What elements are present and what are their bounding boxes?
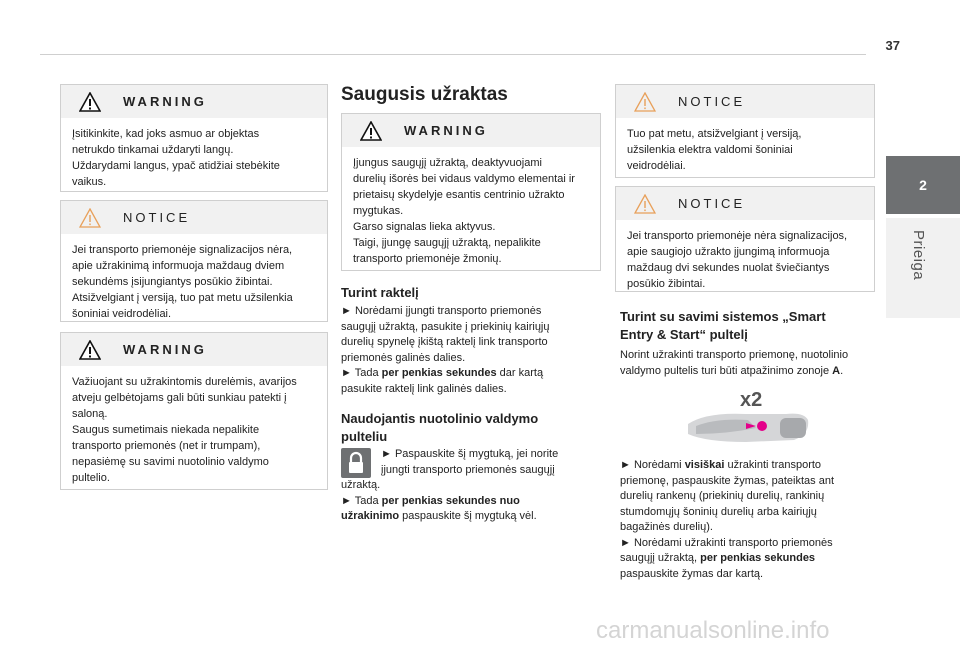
- text-line: durelių spynelę įkištą raktelį link transporto: [341, 336, 548, 348]
- top-divider: [40, 54, 866, 55]
- watermark: carmanualsonline.info: [596, 617, 830, 644]
- text-line: ► Norėdami užrakinti transporto priemonės: [620, 536, 833, 549]
- warning-header: [61, 333, 327, 366]
- notice-title: NOTICE: [678, 196, 746, 211]
- warning-line: durelių išorės bei vidaus valdymo elementai ir: [353, 173, 575, 185]
- text-line: bagažinės durelių).: [620, 521, 713, 533]
- warning-box-windows: [60, 84, 328, 192]
- notice-line: apie užrakinimą informuoja maždaug dviem: [72, 260, 285, 272]
- notice-triangle-icon: [634, 194, 656, 214]
- page-number: 37: [885, 38, 900, 53]
- text-line: valdymo pultelis turi būti atpažinimo zonoje A.: [620, 364, 844, 377]
- warning-line: Važiuojant su užrakintomis durelėmis, avarijos: [72, 376, 297, 388]
- warning-line: netrukdo tinkamai uždaryti langų.: [72, 144, 234, 156]
- text-line: ► Tada per penkias sekundes nuo: [341, 494, 520, 507]
- notice-header: [616, 187, 874, 220]
- notice-box-no-alarm: [615, 186, 875, 292]
- warning-line: transporto priemonėje žmonių.: [353, 253, 502, 265]
- heading-line: pulteliu: [341, 429, 388, 444]
- warning-title: WARNING: [404, 123, 488, 138]
- warning-title: WARNING: [123, 94, 207, 109]
- section-title: Saugusis užraktas: [341, 84, 508, 105]
- warning-line: mygtukas.: [353, 205, 404, 217]
- notice-line: Atsižvelgiant į versiją, tuo pat metu užsilenkia: [72, 292, 293, 304]
- smart-intro: [620, 348, 872, 379]
- notice-box-mirrors: [615, 84, 875, 178]
- notice-title: NOTICE: [678, 94, 746, 109]
- press-twice-label: x2: [740, 389, 763, 411]
- text-line: priemonės galinės dalies.: [341, 351, 466, 364]
- text-line: ► Norėdami įjungti transporto priemonės: [341, 305, 542, 317]
- text-line: stumdomųjų šoninių durelių arba kairiųjų: [620, 505, 817, 518]
- warning-triangle-icon: [79, 340, 101, 360]
- notice-line: Jei transporto priemonėje signalizacijos nėra,: [72, 244, 293, 256]
- warning-line: vaikus.: [72, 176, 107, 188]
- warning-header: [342, 114, 600, 147]
- text-line: priemonę, paspauskite žymas, pateiktas ant: [620, 474, 835, 487]
- warning-line: Įsitikinkite, kad joks asmuo ar objektas: [72, 128, 260, 140]
- chapter-tab-number[interactable]: 2: [886, 156, 960, 214]
- warning-box-locked-doors: [60, 332, 328, 490]
- warning-line: Garso signalas lieka aktyvus.: [353, 221, 496, 233]
- notice-line: šoniniai veidrodėliai.: [72, 308, 172, 320]
- notice-line: Jei transporto priemonėje nėra signalizacijos,: [627, 230, 848, 242]
- text-line: įjungti transporto priemonės saugųjį: [381, 463, 555, 476]
- notice-line: posūkio žibintai.: [627, 278, 706, 290]
- warning-line: transporto priemonės (net ir trumpam),: [72, 440, 261, 452]
- text-line: ► Norėdami visiškai užrakinti transporto: [620, 459, 822, 471]
- chapter-tab-text: Prieiga: [910, 230, 927, 281]
- warning-line: Uždarydami langus, ypač atidžiai stebėkite: [72, 160, 280, 172]
- warning-triangle-icon: [79, 92, 101, 112]
- smart-steps: [620, 458, 872, 582]
- text-line: užrakinimo paspauskite šį mygtuką vėl.: [341, 510, 537, 522]
- warning-line: pultelio.: [72, 472, 110, 484]
- text-line: ► Tada per penkias sekundes dar kartą: [341, 367, 544, 379]
- heading-line: Entry & Start“ pultelį: [620, 327, 748, 342]
- warning-line: prietaisų skydelyje esantis centrinio užrakto: [353, 189, 565, 201]
- warning-line: saloną.: [72, 408, 108, 420]
- warning-line: nepasiėmę su savimi nuotolinio valdymo: [72, 456, 269, 468]
- text-line: durelių rankenų (priekinių durelių, rankinių: [620, 490, 825, 502]
- notice-line: užsilenkia elektra valdomi šoniniai: [627, 144, 793, 156]
- notice-line: Tuo pat metu, atsižvelgiant į versiją,: [627, 128, 802, 140]
- warning-line: atveju gelbėtojams gali būti sunkiau patekti į: [72, 392, 287, 404]
- text-line: paspauskite žymas dar kartą.: [620, 567, 764, 580]
- warning-title: WARNING: [123, 342, 207, 357]
- notice-triangle-icon: [634, 92, 656, 112]
- warning-header: [61, 85, 327, 118]
- notice-header: [61, 201, 327, 234]
- notice-title: NOTICE: [123, 210, 191, 225]
- smart-entry-heading: [620, 308, 826, 344]
- text-line: Norint užrakinti transporto priemonę, nuotolinio: [620, 349, 849, 361]
- warning-box-deadlock: [341, 113, 601, 271]
- text-line: užraktą.: [341, 479, 381, 491]
- chapter-tab-label[interactable]: [886, 218, 960, 318]
- door-handle-press-illustration: [686, 384, 816, 452]
- text-line: saugųjį užraktą, per penkias sekundes: [620, 552, 816, 564]
- notice-line: apie saugiojo užrakto įjungimą informuoja: [627, 246, 830, 258]
- warning-triangle-icon: [360, 121, 382, 141]
- remote-paragraph: [341, 447, 593, 525]
- key-paragraph: [341, 304, 591, 397]
- notice-line: sekundėms įsijungiantys posūkio žibintai.: [72, 276, 273, 288]
- text-line: ► Paspauskite šį mygtuką, jei norite: [381, 448, 559, 460]
- remote-heading: [341, 410, 538, 446]
- notice-line: maždaug dvi sekundes nuolat šviečiantys: [627, 262, 830, 274]
- warning-line: Įjungus saugųjį užraktą, deaktyvuojami: [353, 157, 542, 169]
- text-line: pasukite raktelį link galinės dalies.: [341, 382, 507, 395]
- notice-box-indicators: [60, 200, 328, 322]
- heading-line: Naudojantis nuotolinio valdymo: [341, 411, 539, 426]
- text-line: saugųjį užraktą, pasukite į priekinių kairiųjų: [341, 320, 550, 333]
- notice-header: [616, 85, 874, 118]
- notice-triangle-icon: [79, 208, 101, 228]
- notice-line: veidrodėliai.: [627, 160, 686, 172]
- heading-line: Turint su savimi sistemos „Smart: [620, 309, 826, 324]
- key-heading: Turint raktelį: [341, 285, 419, 300]
- warning-line: Saugus sumetimais niekada nepalikite: [72, 424, 260, 436]
- warning-line: Taigi, įjungę saugųjį užraktą, nepalikite: [353, 237, 541, 249]
